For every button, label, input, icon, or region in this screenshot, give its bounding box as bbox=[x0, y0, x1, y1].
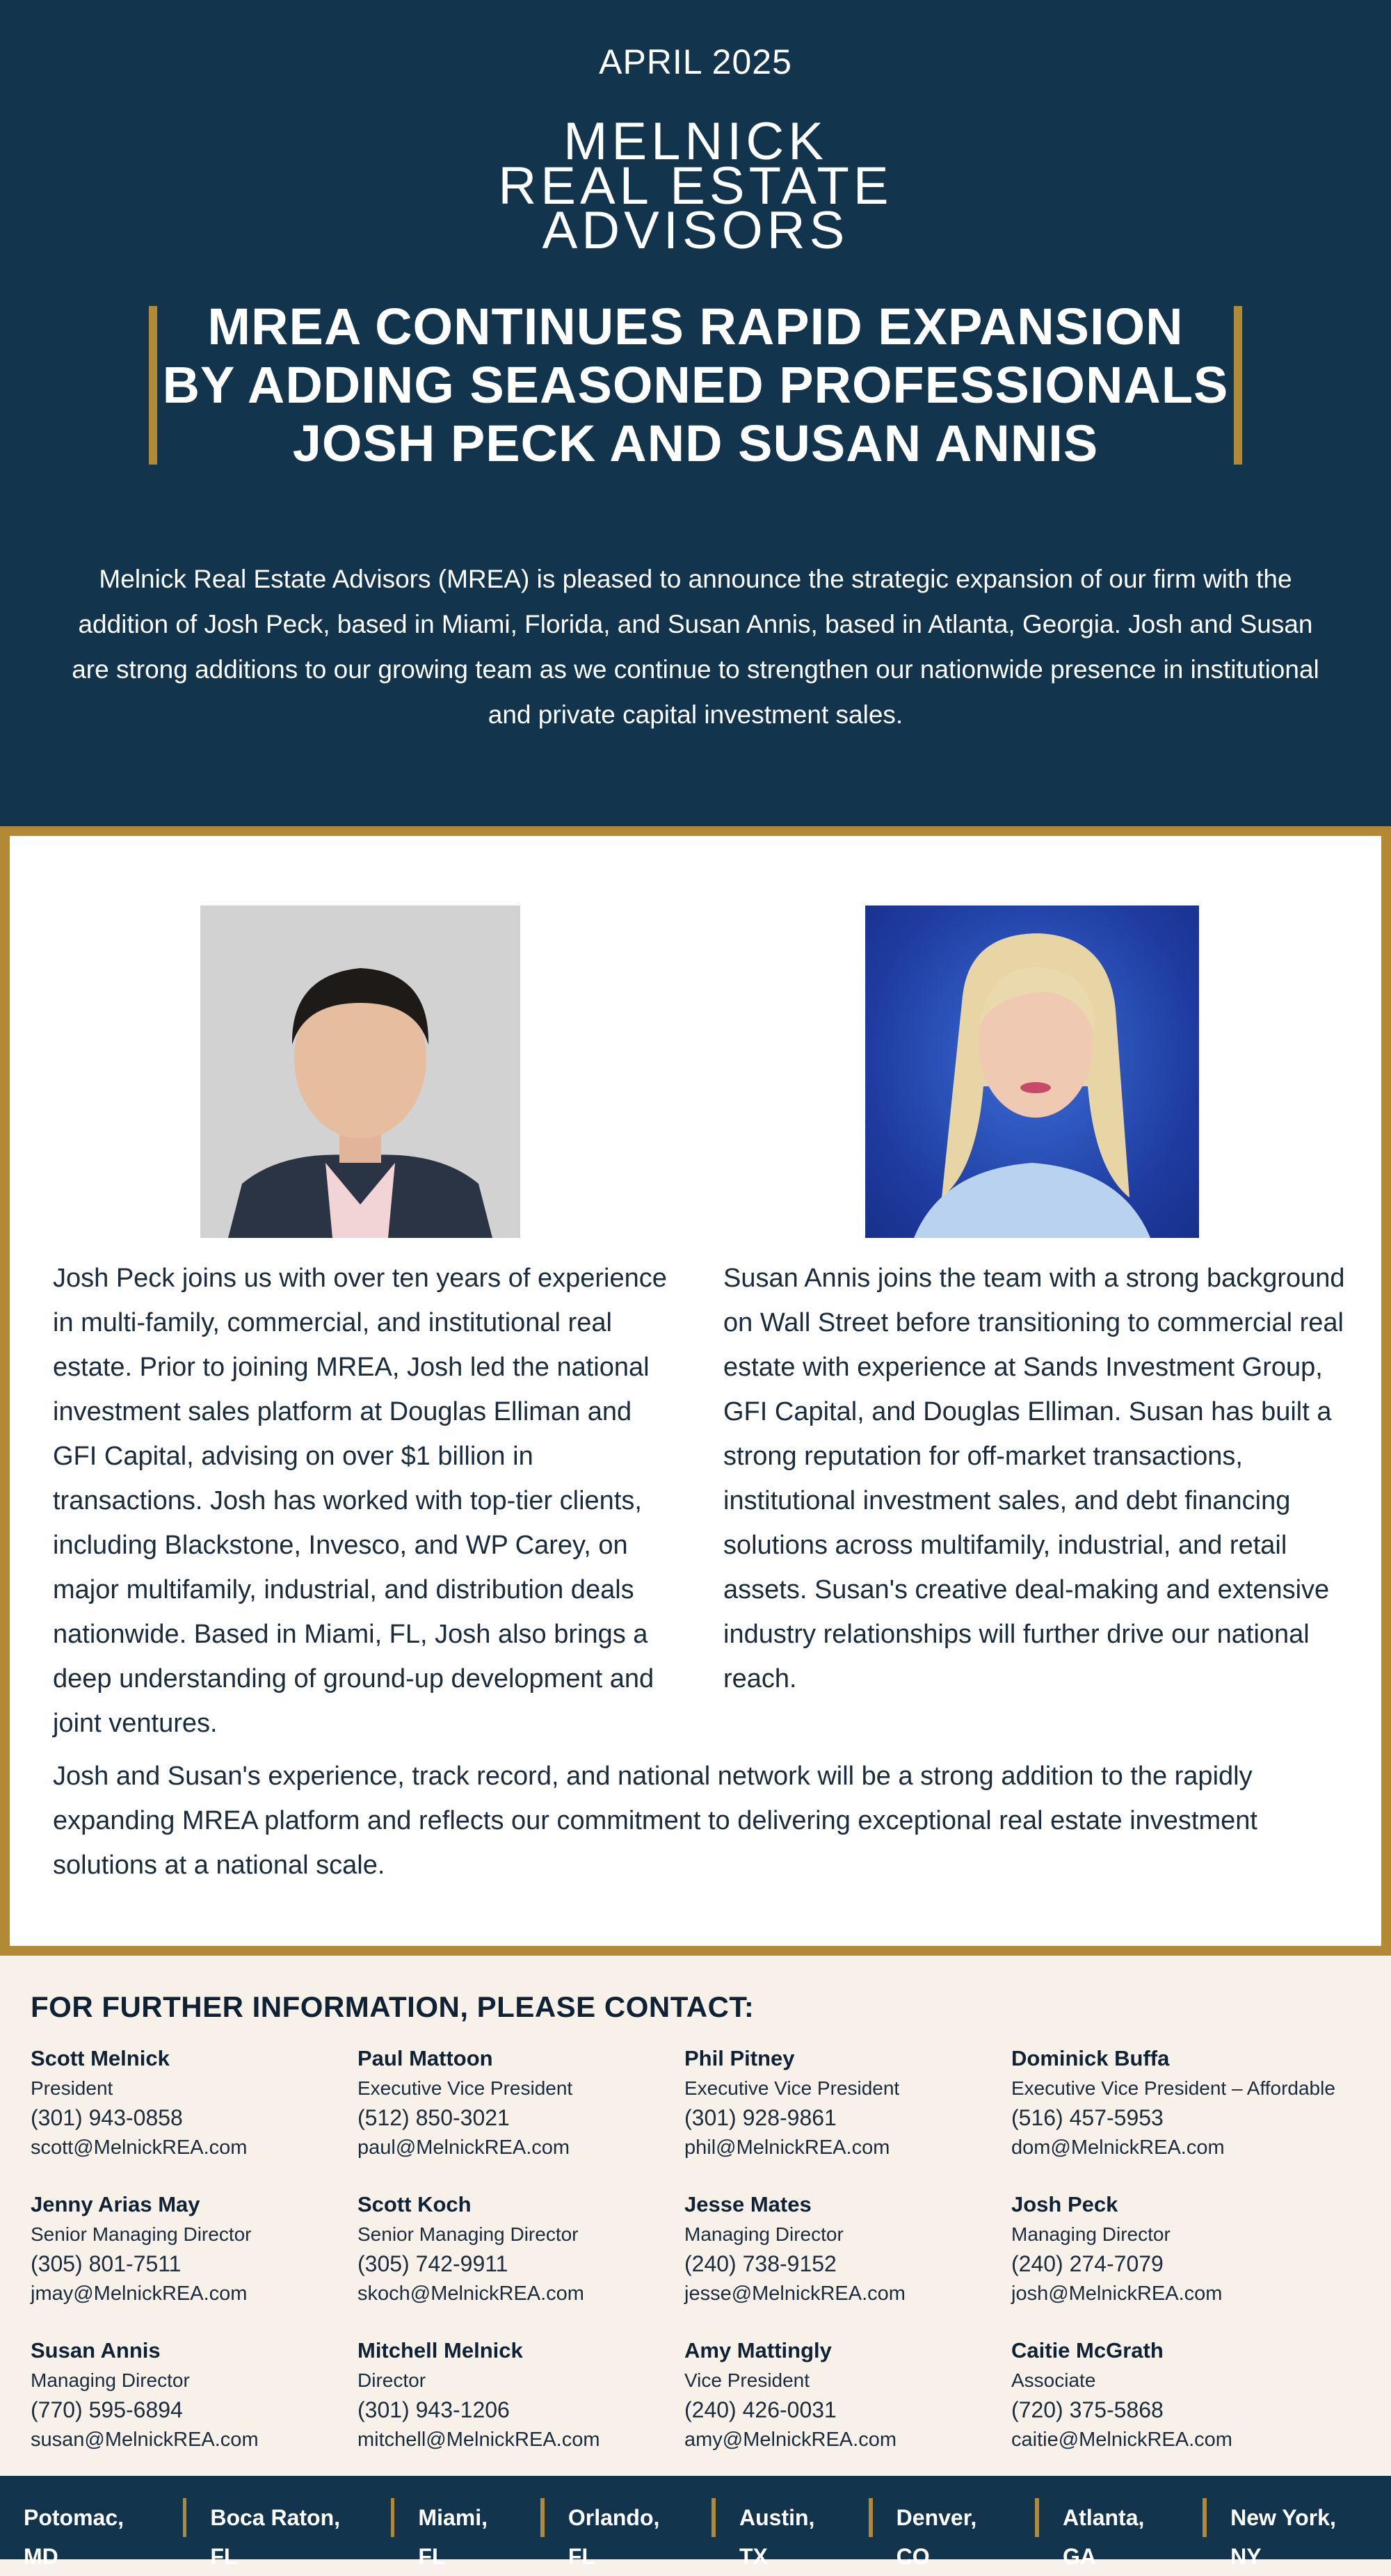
contact-card bbox=[357, 2189, 684, 2335]
office-city: Boca Raton, FL bbox=[210, 2505, 341, 2569]
contact-email[interactable]: dom@MelnickREA.com bbox=[1011, 2136, 1225, 2159]
contact-email[interactable]: paul@MelnickREA.com bbox=[357, 2136, 570, 2159]
contact-email[interactable]: susan@MelnickREA.com bbox=[31, 2429, 259, 2451]
contact-name: Mitchell Melnick bbox=[357, 2338, 523, 2362]
contact-grid bbox=[31, 2043, 1380, 2481]
contact-email[interactable]: phil@MelnickREA.com bbox=[684, 2136, 890, 2159]
contact-name: Paul Mattoon bbox=[357, 2046, 493, 2070]
contact-name: Amy Mattingly bbox=[684, 2338, 832, 2362]
contact-name: Dominick Buffa bbox=[1011, 2046, 1170, 2070]
closing-paragraph: Josh and Susan's experience, track record, and national network will be a strong addition to the rapidly expanding MREA platform and reflects our commitment to delivering exceptional real estate investment solutions at a national scale. bbox=[53, 1762, 1257, 1880]
contact-name: Phil Pitney bbox=[684, 2046, 795, 2070]
contact-phone[interactable]: (301) 943-1206 bbox=[357, 2397, 510, 2422]
contact-phone[interactable]: (240) 426-0031 bbox=[684, 2397, 837, 2422]
contact-card bbox=[357, 2043, 684, 2189]
contact-card bbox=[357, 2335, 684, 2481]
josh-peck-photo bbox=[200, 905, 520, 1238]
contact-card bbox=[31, 2043, 357, 2189]
contact-card bbox=[1011, 2335, 1338, 2481]
office-city: Denver, CO bbox=[896, 2505, 977, 2569]
contact-title-role: Managing Director bbox=[1011, 2223, 1171, 2245]
contact-title-role: Managing Director bbox=[684, 2223, 844, 2245]
contact-title-role: Senior Managing Director bbox=[31, 2223, 252, 2245]
logo-line: REAL ESTATE bbox=[498, 156, 893, 216]
contact-email[interactable]: amy@MelnickREA.com bbox=[684, 2429, 896, 2451]
contact-name: Scott Melnick bbox=[31, 2046, 170, 2070]
contact-phone[interactable]: (305) 742-9911 bbox=[357, 2251, 508, 2276]
contact-card bbox=[1011, 2043, 1338, 2189]
office-city: Atlanta, GA bbox=[1063, 2505, 1145, 2569]
susan-annis-bio: Susan Annis joins the team with a strong background on Wall Street before transitioning to commercial real estate with experience at Sands Investment Group, GFI Capital, and Douglas Elliman. Susan has built a strong reputation for off-market transactions, institutional investment sales, and debt financing solutions across multifamily, industrial, and retail assets. Susan's creative deal-making and extensive industry relationships will further drive our national reach. bbox=[723, 1264, 1345, 1693]
headline-line: MREA CONTINUES RAPID EXPANSION bbox=[207, 298, 1184, 355]
logo-line: MELNICK bbox=[563, 112, 828, 171]
contact-email[interactable]: skoch@MelnickREA.com bbox=[357, 2283, 584, 2305]
contact-title-role: President bbox=[31, 2077, 113, 2099]
contact-email[interactable]: josh@MelnickREA.com bbox=[1011, 2283, 1223, 2305]
contact-section bbox=[0, 1956, 1391, 2476]
contact-phone[interactable]: (240) 274-7079 bbox=[1011, 2251, 1164, 2276]
contact-card bbox=[684, 2043, 1011, 2189]
office-locations-bar bbox=[0, 2476, 1391, 2569]
issue-date: APRIL 2025 bbox=[599, 42, 792, 81]
intro-paragraph: Melnick Real Estate Advisors (MREA) is pleased to announce the strategic expansion of our firm with the addition of Josh Peck, based in Miami, Florida, and Susan Annis, based in Atlanta, Georgia. Josh and Susan are strong additions to our growing team as we continue to strengthen our nationwide presence in institutional and private capital investment sales. bbox=[72, 565, 1319, 729]
contact-card bbox=[684, 2189, 1011, 2335]
contact-phone[interactable]: (301) 943-0858 bbox=[31, 2105, 183, 2130]
contact-title-role: Executive Vice President bbox=[684, 2077, 900, 2099]
contact-phone[interactable]: (720) 375-5868 bbox=[1011, 2397, 1164, 2422]
office-city: Orlando, FL bbox=[568, 2505, 660, 2569]
contact-phone[interactable]: (301) 928-9861 bbox=[684, 2105, 837, 2130]
josh-peck-bio: Josh Peck joins us with over ten years of experience in multi-family, commercial, and institutional real estate. Prior to joining MREA, Josh led the national investment sales platform at Douglas Elliman and GFI Capital, advising on over $1 billion in transactions. Josh has worked with top-tier clients, including Blackstone, Invesco, and WP Carey, on major multifamily, industrial, and distribution deals nationwide. Based in Miami, FL, Josh also brings a deep understanding of ground-up development and joint ventures. bbox=[53, 1264, 667, 1738]
susan-portrait-illustration bbox=[865, 905, 1199, 1238]
contact-email[interactable]: mitchell@MelnickREA.com bbox=[357, 2429, 600, 2451]
contact-phone[interactable]: (770) 595-6894 bbox=[31, 2397, 183, 2422]
office-city: Austin, TX bbox=[739, 2505, 815, 2569]
headline bbox=[157, 298, 1234, 472]
contact-title-role: Executive Vice President bbox=[357, 2077, 573, 2099]
contact-name: Caitie McGrath bbox=[1011, 2338, 1164, 2362]
contact-name: Jenny Arias May bbox=[31, 2192, 200, 2216]
contact-name: Scott Koch bbox=[357, 2192, 472, 2216]
contact-email[interactable]: jesse@MelnickREA.com bbox=[684, 2283, 906, 2305]
contact-phone[interactable]: (516) 457-5953 bbox=[1011, 2105, 1164, 2130]
headline-line: JOSH PECK AND SUSAN ANNIS bbox=[292, 414, 1099, 472]
susan-annis-photo bbox=[865, 905, 1199, 1238]
contact-card bbox=[684, 2335, 1011, 2481]
contact-title-role: Director bbox=[357, 2369, 426, 2391]
contact-card bbox=[31, 2335, 357, 2481]
contact-name: Jesse Mates bbox=[684, 2192, 812, 2216]
contact-title-role: Executive Vice President – Affordable bbox=[1011, 2077, 1335, 2099]
announcement-body bbox=[0, 826, 1391, 1956]
headline-frame bbox=[149, 298, 1242, 472]
contact-card bbox=[1011, 2189, 1338, 2335]
contact-email[interactable]: caitie@MelnickREA.com bbox=[1011, 2429, 1232, 2451]
contact-title-role: Vice President bbox=[684, 2369, 810, 2391]
contact-email[interactable]: scott@MelnickREA.com bbox=[31, 2136, 248, 2159]
logo-line: ADVISORS bbox=[542, 201, 849, 260]
contact-phone[interactable]: (305) 801-7511 bbox=[31, 2251, 182, 2276]
contact-title-role: Senior Managing Director bbox=[357, 2223, 579, 2245]
headline-line: BY ADDING SEASONED PROFESSIONALS bbox=[162, 356, 1229, 414]
office-city: Miami, FL bbox=[418, 2505, 488, 2569]
company-logo bbox=[0, 112, 1391, 260]
contact-phone[interactable]: (240) 738-9152 bbox=[684, 2251, 837, 2276]
contact-card bbox=[31, 2189, 357, 2335]
contact-name: Susan Annis bbox=[31, 2338, 161, 2362]
contact-title-role: Associate bbox=[1011, 2369, 1096, 2391]
josh-portrait-illustration bbox=[200, 905, 520, 1238]
header-banner bbox=[0, 0, 1391, 826]
contact-name: Josh Peck bbox=[1011, 2192, 1118, 2216]
contact-phone[interactable]: (512) 850-3021 bbox=[357, 2105, 510, 2130]
contact-email[interactable]: jmay@MelnickREA.com bbox=[31, 2283, 248, 2305]
office-city: Potomac, MD bbox=[23, 2505, 124, 2569]
contact-title-role: Managing Director bbox=[31, 2369, 190, 2391]
office-city: New York, NY bbox=[1230, 2505, 1336, 2569]
contact-title: FOR FURTHER INFORMATION, PLEASE CONTACT: bbox=[31, 1990, 755, 2023]
